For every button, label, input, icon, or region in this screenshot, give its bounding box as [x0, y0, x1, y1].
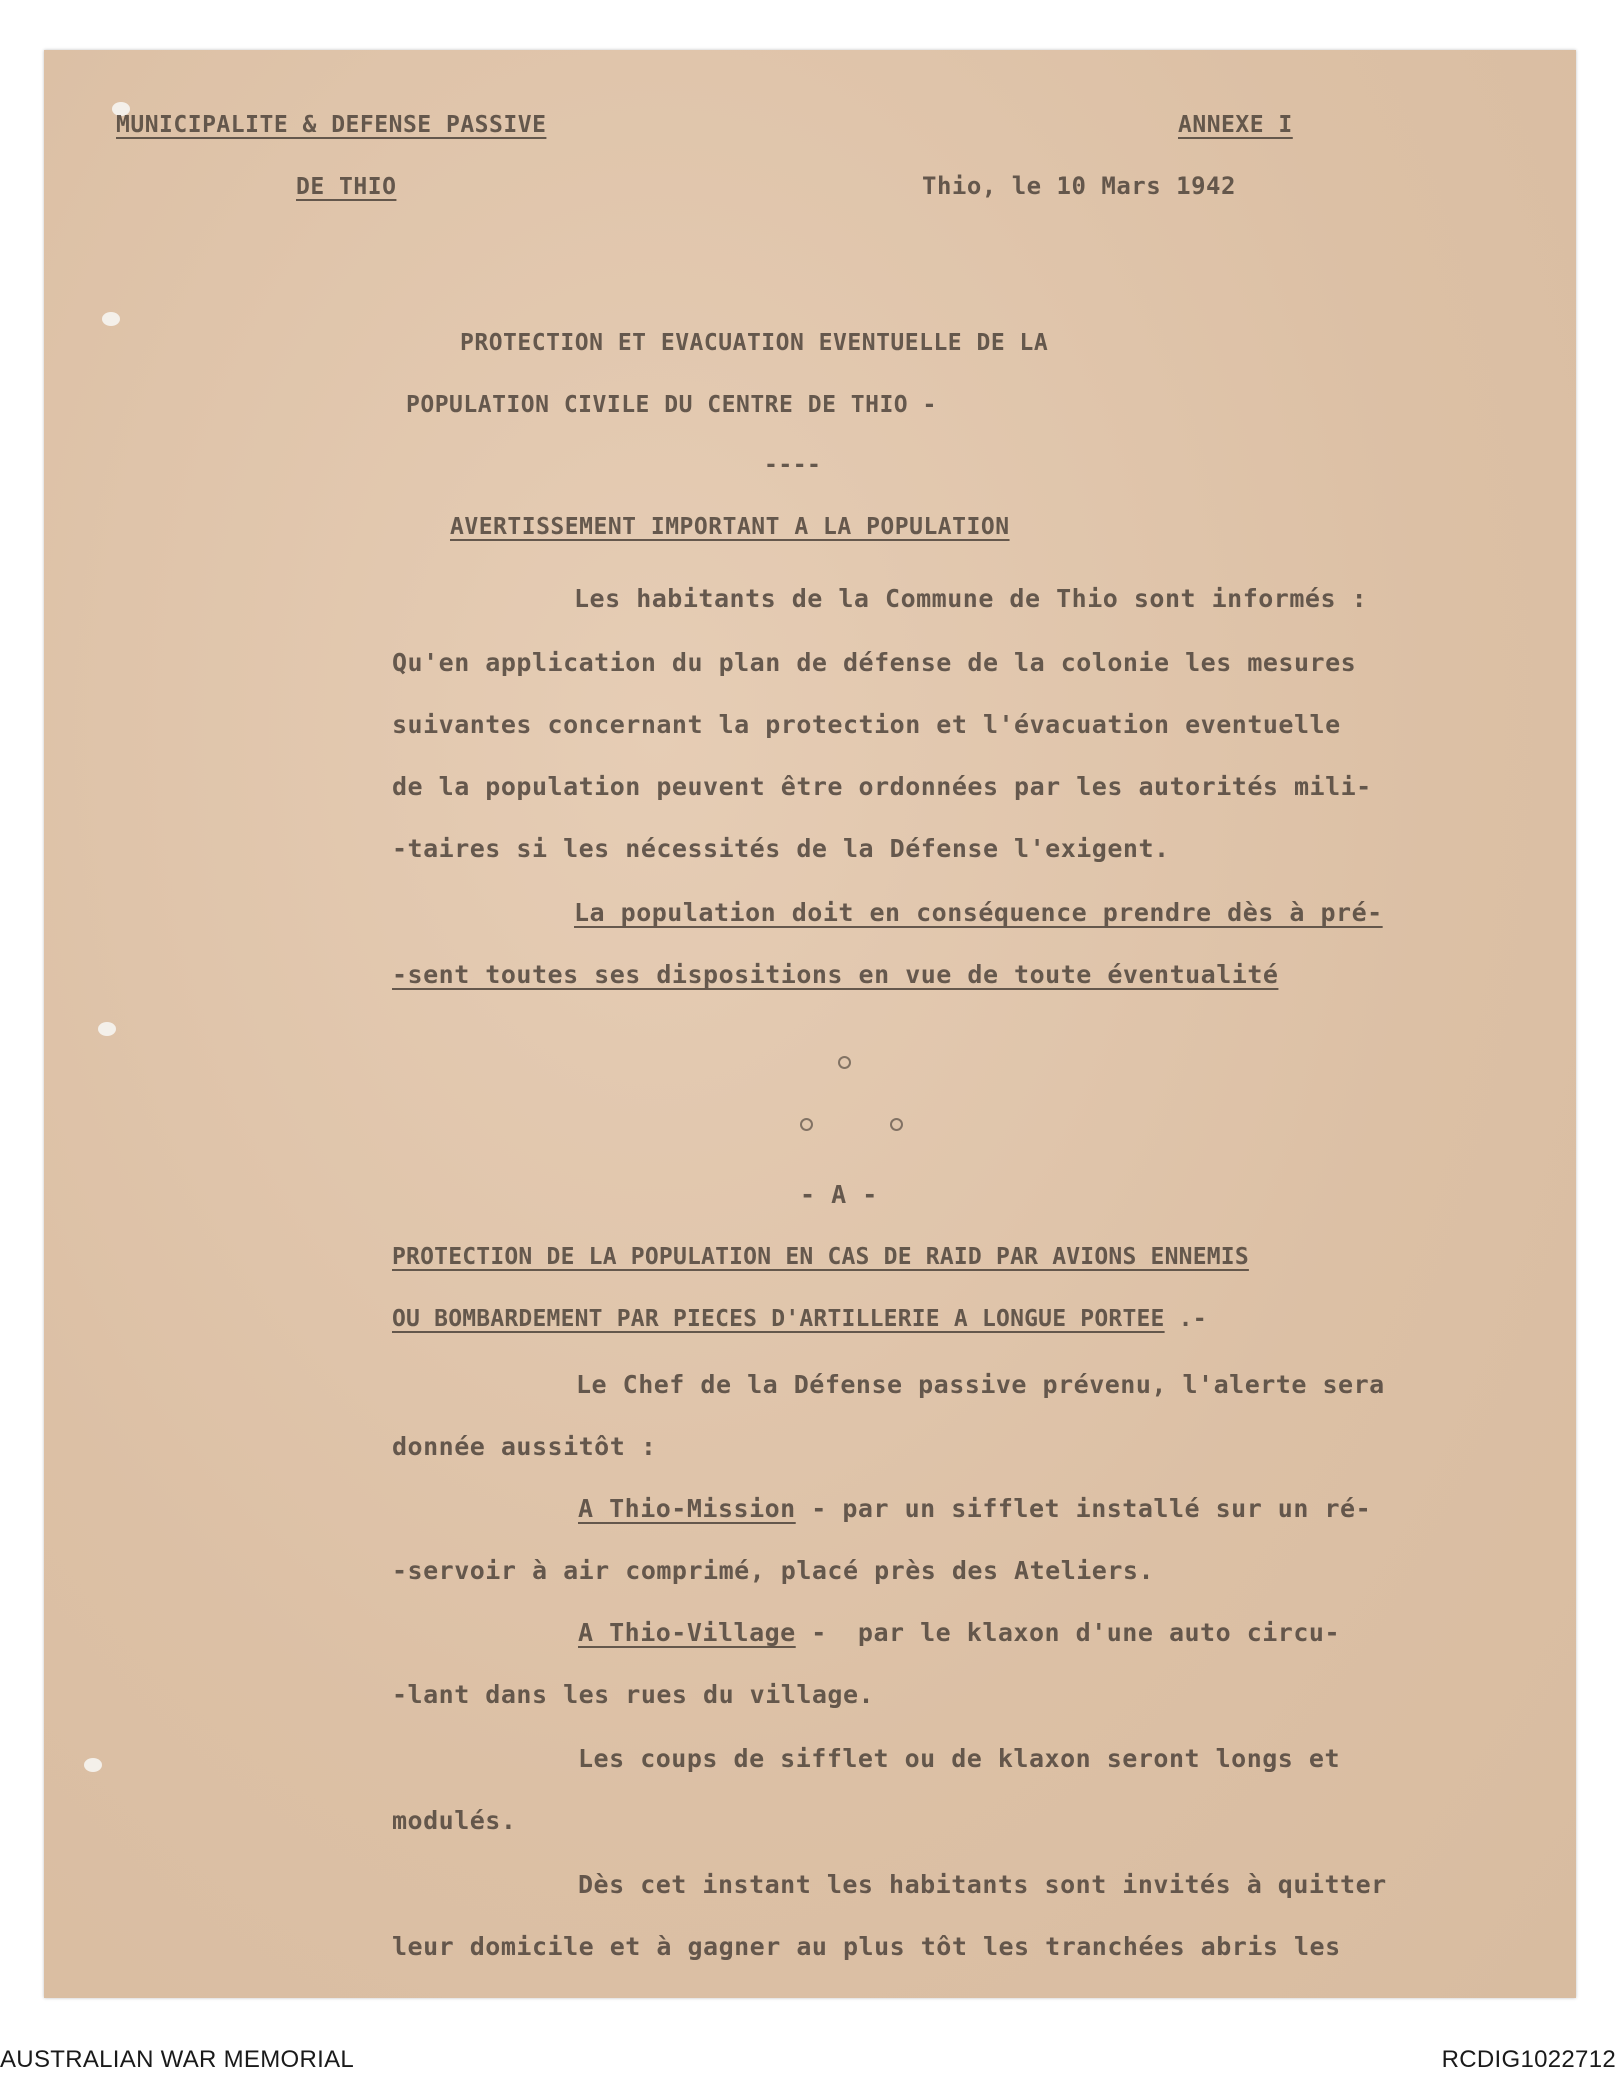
punch-hole: [98, 1022, 116, 1036]
title-rule: ----: [764, 452, 822, 478]
notice-line: suivantes concernant la protection et l'évacuation eventuelle: [392, 710, 1341, 739]
organization-line-2: DE THIO: [296, 174, 397, 200]
section-heading-line-2-wrap: [392, 1306, 1207, 1332]
intro-line: Le Chef de la Défense passive prévenu, l'alerte sera: [576, 1370, 1385, 1399]
organization-line-1: MUNICIPALITE & DEFENSE PASSIVE: [116, 112, 547, 138]
mission-line-wrap: [578, 1494, 1371, 1523]
punch-hole: [102, 312, 120, 326]
notice-heading: AVERTISSEMENT IMPORTANT A LA POPULATION: [450, 514, 1010, 540]
village-label: A Thio-Village: [578, 1618, 796, 1647]
place-date: Thio, le 10 Mars 1942: [922, 172, 1236, 200]
section-heading-line-2: OU BOMBARDEMENT PAR PIECES D'ARTILLERIE A LONGUE PORTEE: [392, 1306, 1165, 1332]
village-line-wrap: [578, 1618, 1340, 1647]
title-line-1: PROTECTION ET EVACUATION EVENTUELLE DE LA: [460, 330, 1049, 356]
annex-label: ANNEXE I: [1178, 112, 1293, 138]
mission-line: -servoir à air comprimé, placé près des Ateliers.: [392, 1556, 1155, 1585]
final-line: Dès cet instant les habitants sont invités à quitter: [578, 1870, 1387, 1899]
section-heading-suffix: .-: [1164, 1306, 1207, 1332]
intro-line: donnée aussitôt :: [392, 1432, 657, 1461]
notice-emphasis: -sent toutes ses dispositions en vue de toute éventualité: [392, 960, 1279, 989]
archive-reference: RCDIG1022712: [1441, 2046, 1616, 2073]
notice-emphasis: La population doit en conséquence prendre dès à pré-: [574, 898, 1383, 927]
archive-credit: AUSTRALIAN WAR MEMORIAL: [0, 2046, 355, 2073]
signal-line: Les coups de sifflet ou de klaxon seront longs et: [578, 1744, 1341, 1773]
mission-text: - par un sifflet installé sur un ré-: [795, 1494, 1372, 1523]
mission-label: A Thio-Mission: [578, 1494, 796, 1523]
village-line: -lant dans les rues du village.: [392, 1680, 875, 1709]
notice-line: Les habitants de la Commune de Thio sont informés :: [574, 584, 1368, 613]
separator-dot: [800, 1118, 813, 1131]
punch-hole: [84, 1758, 102, 1772]
notice-line: de la population peuvent être ordonnées par les autorités mili-: [392, 772, 1372, 801]
section-heading-line-1: PROTECTION DE LA POPULATION EN CAS DE RAID PAR AVIONS ENNEMIS: [392, 1244, 1249, 1270]
title-line-2: POPULATION CIVILE DU CENTRE DE THIO -: [406, 392, 937, 418]
notice-line: Qu'en application du plan de défense de la colonie les mesures: [392, 648, 1357, 677]
village-text: - par le klaxon d'une auto circu-: [795, 1618, 1341, 1647]
separator-dot: [890, 1118, 903, 1131]
separator-dot: [838, 1056, 851, 1069]
section-marker: - A -: [800, 1180, 878, 1209]
final-line: leur domicile et à gagner au plus tôt les tranchées abris les: [392, 1932, 1341, 1961]
signal-line: modulés.: [392, 1806, 517, 1835]
notice-line: -taires si les nécessités de la Défense l'exigent.: [392, 834, 1170, 863]
